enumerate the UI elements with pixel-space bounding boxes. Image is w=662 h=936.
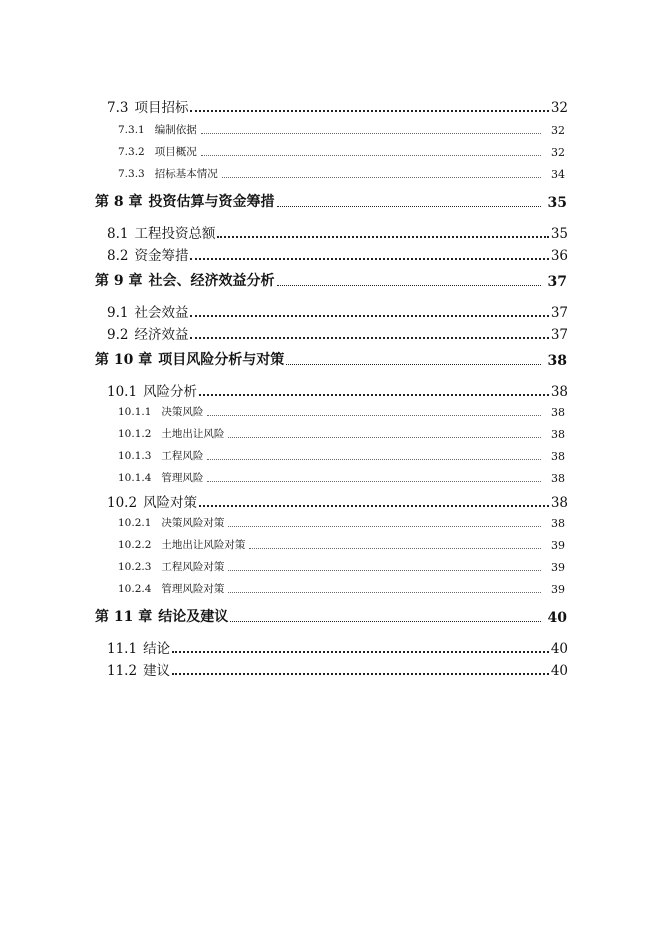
toc-page-number: 34 (551, 168, 565, 181)
toc-entry-label (118, 515, 224, 530)
toc-entry-title: 土地出让风险 (161, 428, 225, 440)
dot-leader (228, 437, 541, 438)
toc-entry-title: 社会、经济效益分析 (148, 273, 275, 289)
toc-page-number: 38 (551, 406, 565, 419)
toc-entry-title: 建议 (143, 663, 171, 679)
dot-leader (207, 415, 541, 416)
toc-entry-number: 8.2 (107, 248, 129, 264)
toc-entry-title: 项目招标 (134, 100, 189, 116)
toc-entry-number: 11.2 (107, 663, 138, 679)
toc-page-number: 38 (551, 517, 565, 530)
toc-entry-9-2[interactable] (107, 323, 568, 343)
toc-page-number: 40 (547, 610, 567, 626)
toc-entry-10-2-1[interactable] (118, 515, 565, 530)
toc-chapter-11[interactable] (95, 606, 567, 626)
toc-entry-number: 10.2.3 (118, 561, 152, 573)
dot-leader (199, 505, 549, 507)
toc-page-number: 35 (547, 195, 567, 211)
toc-entry-title: 招标基本情况 (154, 168, 218, 180)
toc-page-number: 36 (550, 248, 568, 264)
toc-entry-label (118, 426, 224, 441)
toc-entry-label (107, 222, 215, 242)
toc-entry-label (95, 191, 275, 211)
toc-entry-title: 投资估算与资金筹措 (148, 194, 275, 210)
toc-entry-title: 工程风险 (161, 450, 204, 462)
toc-page-number: 39 (551, 561, 565, 574)
dot-leader (207, 481, 541, 482)
dot-leader (277, 285, 542, 286)
toc-entry-label (118, 581, 224, 596)
toc-entry-label (118, 166, 218, 181)
toc-entry-label (107, 659, 170, 679)
toc-entry-10-1-2[interactable] (118, 426, 565, 441)
toc-entry-number: 10.2 (107, 495, 138, 511)
toc-entry-8-1[interactable] (107, 222, 568, 242)
toc-entry-title: 资金筹措 (134, 248, 189, 264)
toc-entry-label (118, 448, 203, 463)
dot-leader (190, 337, 548, 339)
toc-entry-10-2[interactable] (107, 491, 568, 511)
toc-entry-label (107, 637, 170, 657)
toc-page-number: 32 (550, 100, 568, 116)
toc-entry-number: 7.3.1 (118, 124, 145, 136)
dot-leader (172, 673, 549, 675)
toc-entry-label (95, 606, 228, 626)
toc-entry-number: 10.1.3 (118, 450, 152, 462)
toc-entry-title: 项目概况 (154, 146, 197, 158)
dot-leader (249, 548, 541, 549)
dot-leader (277, 206, 542, 207)
toc-entry-label (95, 270, 275, 290)
toc-entry-7-3[interactable] (107, 96, 568, 116)
toc-page-number: 40 (550, 663, 568, 679)
toc-entry-10-2-3[interactable] (118, 559, 565, 574)
toc-entry-label (107, 380, 197, 400)
toc-entry-11-2[interactable] (107, 659, 568, 679)
toc-entry-number: 10.2.2 (118, 539, 152, 551)
toc-entry-8-2[interactable] (107, 244, 568, 264)
toc-entry-title: 经济效益 (134, 327, 189, 343)
dot-leader (190, 110, 548, 112)
toc-page-number: 37 (550, 327, 568, 343)
toc-page-number: 38 (550, 384, 568, 400)
toc-entry-number: 8.1 (107, 226, 129, 242)
toc-entry-number: 10.1.4 (118, 472, 152, 484)
toc-entry-9-1[interactable] (107, 301, 568, 321)
toc-page-number: 35 (550, 226, 568, 242)
toc-entry-number: 10.2.1 (118, 517, 152, 529)
toc-entry-title: 社会效益 (134, 305, 189, 321)
toc-entry-title: 风险对策 (143, 495, 198, 511)
toc-entry-number: 第 9 章 (95, 273, 143, 289)
toc-entry-title: 决策风险 (161, 406, 204, 418)
toc-entry-10-1-1[interactable] (118, 404, 565, 419)
toc-entry-label (107, 323, 188, 343)
toc-entry-label (118, 470, 203, 485)
toc-page-number: 39 (551, 583, 565, 596)
toc-entry-title: 管理风险 (161, 472, 204, 484)
dot-leader (190, 258, 548, 260)
toc-entry-11-1[interactable] (107, 637, 568, 657)
dot-leader (222, 177, 541, 178)
toc-entry-number: 第 10 章 (95, 352, 153, 368)
toc-entry-label (107, 96, 188, 116)
toc-entry-7-3-3[interactable] (118, 166, 565, 181)
toc-entry-number: 10.1.1 (118, 406, 152, 418)
toc-entry-label (107, 491, 197, 511)
dot-leader (286, 364, 541, 365)
toc-page-number: 32 (551, 124, 565, 137)
toc-entry-number: 10.1.2 (118, 428, 152, 440)
dot-leader (228, 526, 541, 527)
toc-entry-7-3-2[interactable] (118, 144, 565, 159)
toc-entry-title: 土地出让风险对策 (161, 539, 246, 551)
toc-entry-title: 风险分析 (143, 384, 198, 400)
toc-page-number: 38 (550, 495, 568, 511)
toc-entry-10-2-2[interactable] (118, 537, 565, 552)
toc-entry-number: 10.2.4 (118, 583, 152, 595)
toc-entry-label (118, 537, 245, 552)
toc-entry-number: 7.3.2 (118, 146, 145, 158)
toc-entry-title: 工程投资总额 (134, 226, 216, 242)
toc-entry-label (118, 144, 197, 159)
toc-entry-title: 编制依据 (154, 124, 197, 136)
dot-leader (207, 459, 541, 460)
toc-page-number: 39 (551, 539, 565, 552)
toc-entry-10-2-4[interactable] (118, 581, 565, 596)
toc-page-number: 38 (547, 353, 567, 369)
toc-entry-number: 7.3.3 (118, 168, 145, 180)
toc-entry-10-1-4[interactable] (118, 470, 565, 485)
toc-entry-number: 10.1 (107, 384, 138, 400)
toc-entry-10-1-3[interactable] (118, 448, 565, 463)
toc-entry-label (118, 404, 203, 419)
toc-entry-title: 项目风险分析与对策 (158, 352, 285, 368)
toc-entry-title: 结论 (143, 641, 171, 657)
toc-page-number: 38 (551, 450, 565, 463)
toc-entry-label (118, 559, 224, 574)
toc-page-number: 38 (551, 428, 565, 441)
dot-leader (172, 651, 549, 653)
toc-entry-number: 9.2 (107, 327, 129, 343)
toc-entry-label (95, 349, 284, 369)
toc-entry-number: 9.1 (107, 305, 129, 321)
dot-leader (228, 570, 541, 571)
dot-leader (228, 592, 541, 593)
dot-leader (230, 621, 541, 622)
dot-leader (201, 155, 541, 156)
toc-chapter-8[interactable] (95, 191, 567, 211)
toc-page-number: 38 (551, 472, 565, 485)
toc-entry-label (107, 301, 188, 321)
dot-leader (201, 133, 541, 134)
toc-entry-7-3-1[interactable] (118, 122, 565, 137)
dot-leader (199, 394, 549, 396)
toc-entry-number: 7.3 (107, 100, 129, 116)
toc-page-number: 37 (547, 274, 567, 290)
toc-entry-number: 第 8 章 (95, 194, 143, 210)
toc-entry-title: 决策风险对策 (161, 517, 225, 529)
toc-entry-number: 11.1 (107, 641, 138, 657)
toc-page-number: 32 (551, 146, 565, 159)
toc-entry-number: 第 11 章 (95, 609, 153, 625)
dot-leader (217, 236, 548, 238)
toc-entry-10-1[interactable] (107, 380, 568, 400)
toc-entry-title: 管理风险对策 (161, 583, 225, 595)
toc-entry-label (107, 244, 188, 264)
dot-leader (190, 315, 548, 317)
toc-chapter-9[interactable] (95, 270, 567, 290)
toc-chapter-10[interactable] (95, 349, 567, 369)
toc-entry-label (118, 122, 197, 137)
toc-entry-title: 工程风险对策 (161, 561, 225, 573)
toc-page-number: 37 (550, 305, 568, 321)
toc-entry-title: 结论及建议 (158, 609, 229, 625)
toc-page-number: 40 (550, 641, 568, 657)
